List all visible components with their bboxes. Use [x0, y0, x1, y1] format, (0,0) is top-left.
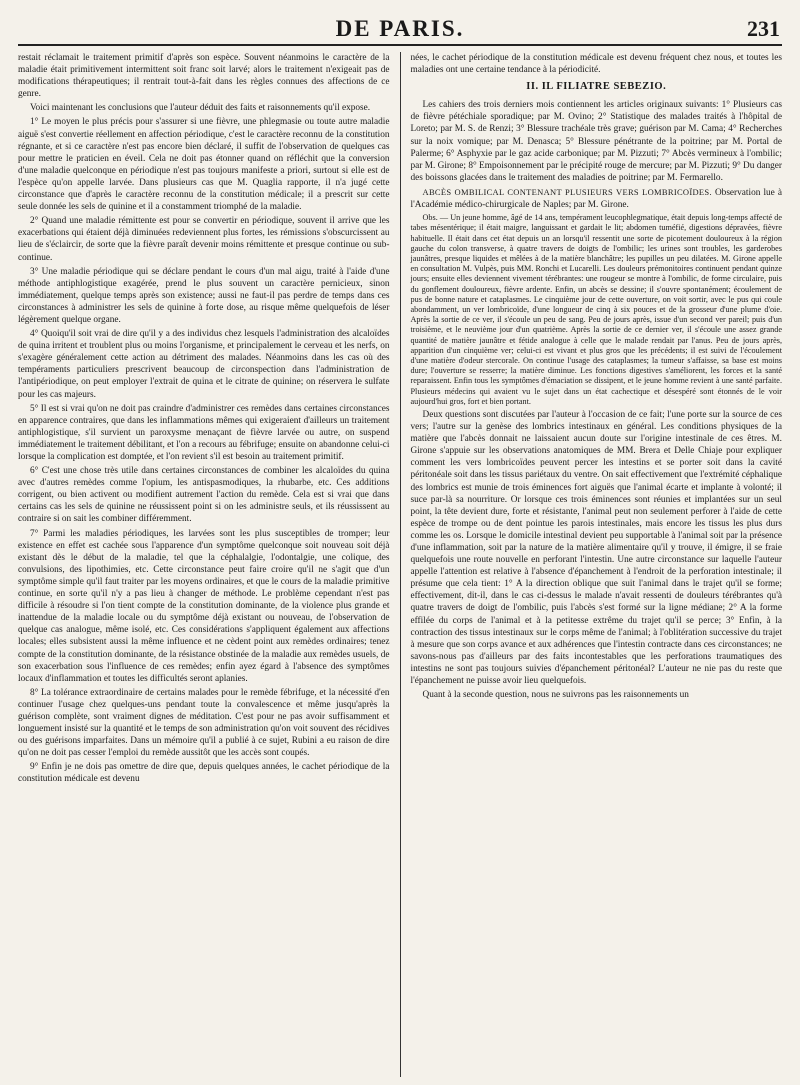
paragraph: Voici maintenant les conclusions que l'auteur déduit des faits et raisonnements qu'il expose. [30, 103, 371, 114]
article-title-rest: Observation lue à l'Académie médico-chirurgicale de Naples; par M. Girone. [410, 187, 782, 211]
paragraph: 3° Une maladie périodique qui se déclare pendant le cours d'un mal aigu, traité à l'aide d'une méthode antiphlogistique exagérée, prend le plus souvent un caractère pernicieux, sinon immédiatement, quelque temps après son existence; aussi ne faut-il pas perdre de temps dans ces circonstances à administrer les sels de quinine à forte dose, au risque même quelquefois de léser légèrement quelque organe. [18, 266, 390, 325]
paragraph: 9° Enfin je ne dois pas omettre de dire que, depuis quelques années, le cachet périodique de la constitution médicale est devenu [18, 762, 390, 785]
left-column [18, 52, 400, 1077]
article-title-caps: ABCÈS OMBILICAL CONTENANT PLUSIEURS VERS LOMBRICOÏDES. [422, 186, 712, 197]
section-title: II. IL FILIATRE SEBEZIO. [526, 81, 667, 93]
intro-paragraph: nées, le cachet périodique de la constitution médicale est devenu fréquent chez nous, et toutes les maladies ont une certaine tendance à la périodicité. [410, 53, 782, 76]
article-title [411, 186, 783, 211]
paragraph: 4° Quoiqu'il soit vrai de dire qu'il y a des individus chez lesquels l'administration des alcaloïdes de quina irritent et troublent plus ou moins l'organisme, et principalement le cerveau et les nerfs, on s'exagère généralement cette action au détriment des malades. Néanmoins dans les cas où des tempéraments particuliers prescrivent beaucoup de circonspection dans l'administration de l'antipériodique, on peut employer l'extrait de quina et le citrate de quinine; on réservera le sulfate pour les cas majeurs. [18, 329, 390, 400]
two-column-body [18, 52, 782, 1077]
paragraph: 7° Parmi les maladies périodiques, les larvées sont les plus susceptibles de tromper; leur existence en effet est cachée sous l'apparence d'un symptôme quelconque soit nouveau soit déjà existant dès le début de la maladie, tel que la céphalalgie, l'odontalgie, une colique, des convulsions, des lipothimies, etc. Cette circonstance peut faire croire qu'il ne s'agit que d'un symptôme simple qu'il faut traiter par les moyens ordinaires, et que le cours de la maladie primitive continue, en sorte qu'il n'y a pas lieu à changer de méthode. Le problème cependant n'est pas difficile à résoudre si l'on tient compte de la constitution dominante, de la violence plus grande et inattendue de la maladie locale ou du symptôme déjà existant ou nouveau, de l'observation de quelque cas analogue, même isolé, etc. Ces considérations s'appliquent également aux affections locales; elles subsistent aussi la même influence et ne cèdent point aux remèdes ordinaires; tenez compte de la constitution dominante, de la résistance obstinée de la maladie aux remèdes usuels, de son exacerbation sous l'influence de ces remèdes; enfin ayez égard à l'absence des symptômes locaux d'inflammation et toutes les difficultés seront aplanies. [18, 528, 390, 684]
running-title: DE PARIS. [335, 16, 465, 41]
page-number: 231 [747, 16, 780, 41]
paragraph: 6° C'est une chose très utile dans certaines circonstances de combiner les alcaloïdes du quina avec d'autres remèdes comme l'opium, les antispasmodiques, la rhubarbe, etc. Ces additions corrigent, ou bien activent ou modifient autrement l'action du remède. Cela est si vrai que dans certains cas les sels de quinine ne réussissent point si on les administre seuls, et ils réussissent au contraire si on sait les combiner différemment. [18, 466, 390, 525]
discussion-paragraph: Deux questions sont discutées par l'auteur à l'occasion de ce fait; l'une porte sur la source de ces vers; l'autre sur la genèse des lombrics intestinaux en général. Les conditions physiques de la matière que l'abcès donnait ne laissaient aucun doute sur l'origine intestinale de ces êtres. M. Girone s'appuie sur les observations anatomiques de MM. Brera et Delle Chiaje pour expliquer comment les vers lombricoïdes peuvent percer les intestins et se porter soit dans la cavité péritonéale soit dans les tissus pariétaux du ventre. On sait effectivement que l'extrémité céphalique des lombrics est munie de trois éminences fort aiguës que l'animal écarte et implante à volonté; il suce par-là sa nourriture. Or lorsque ces trois éminences sont réunies et implantées sur un seul point, la tête devient dure, forte et résistante, l'animal peut non seulement perforer à l'aide de cette espèce de trompe ou de dent pointue les parois intestinales, mais encore les tissus les plus durs comme les os. Lorsque le domicile intestinal devient peu supportable à l'animal soit par la présence d'une inflammation, soit par la nature de la matière alimentaire qu'il y trouve, il émigre, il se fraie quelquefois une route nouvelle en perforant l'intestin. Une autre circonstance sur laquelle l'auteur appelle l'attention est relative à l'absence d'épanchement à l'endroit de la perforation intestinale; il présume que cela tient: 1° A la direction oblique que suit l'animal dans le trajet qu'il se forme; effectivement, dit-il, dans le cas ci-dessus le malade n'avait ressenti de douleurs térébrantes qu'à quatre travers de doigt de l'ombilic, puis l'abcès s'est formé sur la ligne médiane; 2° A la forme effilée du corps de l'animal et à la petitesse extrême du trajet qu'il se perce; 3° Enfin, à la contraction des tissus intestinaux sur le corps même de l'animal; à l'oblitération successive du trajet à mesure que son corps avance et aux adhérences que l'intestin contracte dans ces circonstances; ne savons-nous pas d'ailleurs par des faits incontestables que les perforations traumatiques des intestins ne sont pas toujours suivies d'épanchement péritonéal? L'auteur ne nie pas du reste que l'épanchement ne puisse avoir lieu quelquefois. [410, 409, 782, 687]
contents-paragraph: Les cahiers des trois derniers mois contiennent les articles originaux suivants: 1° Plusieurs cas de fièvre pétéchiale sporadique; par M. Ovino; 2° Statistique des malades traités à l'hôpital de Loreto; par M. S. de Renzi; 3° Blessure trachéale très grave; guérison par M. Cama; 4° Recherches sur la noix vomique; par M. Denasca; 5° Blessure pénétrante de la poitrine; par M. Portal de Palerme; 6° Asphyxie par le gaz acide carbonique; par M. Pizzuti; 7° Abcès vermineux à l'ombilic; par M. Girone; 8° Empoisonnement par le précipité rouge de mercure; par M. Pizzuti; 9° Du danger des boissons glacées dans le traitement des maladies de poitrine; par M. Fermarello. [410, 100, 782, 183]
paragraph: 5° Il est si vrai qu'on ne doit pas craindre d'administrer ces remèdes dans certaines circonstances en apparence contraires, que dans les inflammations mêmes qui exigeraient d'ailleurs un traitement antiphlogistique, s'il survient un paroxysme menaçant de fièvre larvée ou autre, on suspend immédiatement le traitement débilitant, et l'on a recours au fébrifuge; ensuite on abandonne celui-ci lorsque la complication est domptée, et l'on revient s'il est besoin au traitement primitif. [18, 403, 390, 462]
running-head [18, 14, 782, 46]
observation-paragraph: Obs. — Un jeune homme, âgé de 14 ans, tempérament leucophlegmatique, était depuis long-temps affecté de tabes mésentérique; il était maigre, languissant et gardait le lit; abdomen tuméfié, digestions dépravées, fièvre habituelle. Il était dans cet état depuis un an lorsqu'il ressentit une sorte de picotement douloureux à la région gauche du colon transverse, à quatre travers de doigts de l'ombilic; les urines sont troubles, les garderobes jaunâtres, presque liquides et mêlées à de la matière blanchâtre; les pupilles un peu dilatées. M. Girone appelle en consultation M. Vulpès, puis MM. Ronchi et Lucarelli. Les douleurs prémonitoires continuent pendant quinze jours; ensuite elles deviennent vivement térébrantes: une rougeur se montre à l'ombilic, de forme circulaire, puis du gonflement douloureux, fièvre ardente. Enfin, un abcès se dessine; il s'ouvre spontanément; écoulement de pus de bonne nature et cataplasmes. Le cinquième jour de cette ouverture, on voit sortir, avec le pus qui coule abondamment, un ver lombricoïde, d'une longueur de cinq à six pouces et de la grosseur d'une plume d'oie. Après la sortie de ce ver, il s'écoule un peu de sang. Peu de jours après, issue d'un second ver pareil; puis d'un troisième, et le neuvième jour d'un quatrième. Après la sortie de ce dernier ver, il s'écoule une assez grande quantité de matière jaunâtre et fétide analogue à celle que le malade rendait par l'anus. Peu de jours après, apparition d'un cinquième ver; celui-ci est vivant et plus gros que les précédents; il est suivi de l'écoulement d'une matière d'odeur stercorale. On continue l'usage des cataplasmes; la tumeur s'affaisse, sa base est moins dure; l'ouverture se resserre; la matière diminue. Les fonctions digestives s'améliorent, les forces et la santé reparaissent. Enfin tous les symptômes d'émaciation se dissipent, et le jeune homme revient à une santé parfaite. Plusieurs médecins qui avaient vu le sujet dans un état cachectique et désespéré sont étonnés de le voir aujourd'hui gros, fort et bien portant. [410, 213, 782, 406]
paragraph: 8° La tolérance extraordinaire de certains malades pour le remède fébrifuge, et la nécessité d'en continuer l'usage chez quelques-uns pendant toute la convalescence et même jusqu'après la guérison complète, sont vraiment dignes de méditation. C'est pour ne pas avoir suffisamment et longuement insisté sur la quantité et le temps de son administration qu'on voit souvent des récidives ou des guérisons imparfaites. Dans un mémoire qu'il a publié à ce sujet, Rubini a eu raison de dire qu'on ne doit pas cesser l'emploi du remède aussitôt que les accès sont coupés. [18, 687, 390, 759]
paragraph: 2° Quand une maladie rémittente est pour se convertir en périodique, souvent il arrive que les exacerbations qui étaient déjà diminuées redeviennent plus fortes, les rémissions s'obscurcissent au lieu de s'éclaircir, de sorte que la fièvre paraît devenir moins rémittente et presque continue ou sub-continue. [18, 216, 390, 263]
final-paragraph: Quant à la seconde question, nous ne suivrons pas les raisonnements un [422, 690, 689, 701]
paragraph: 1° Le moyen le plus précis pour s'assurer si une fièvre, une phlegmasie ou toute autre maladie aiguë s'est convertie réellement en affection périodique, c'est le caractère reconnu de la constitution régnante, et si ce caractère n'est pas encore bien déclaré, il suffit de l'observation de quelques cas pour mettre le praticien en éveil. Cela ne doit pas étonner quand on réfléchit que la conversion d'une maladie quelconque en périodique n'est pas toujours manifeste a priori, surtout si elle est de l'espèce qu'on appelle larvée. Dans plusieurs cas que M. Quaglia rapporte, il n'a jugé cette circonstance que d'après le caractère reconnu de la constitution médicale; il a prescrit sur cette seule donnée les sels de quinine et il a constamment triomphé de la maladie. [18, 117, 390, 213]
paragraph: restait réclamait le traitement primitif d'après son espèce. Souvent néanmoins le caractère de la maladie était primitivement intermittent soit franc soit larvé; alors le traitement n'exigeait pas de modifications thérapeutiques; il rentrait tout-à-fait dans les règles connues des affections de ce genre. [18, 53, 390, 100]
right-column [400, 52, 783, 1077]
